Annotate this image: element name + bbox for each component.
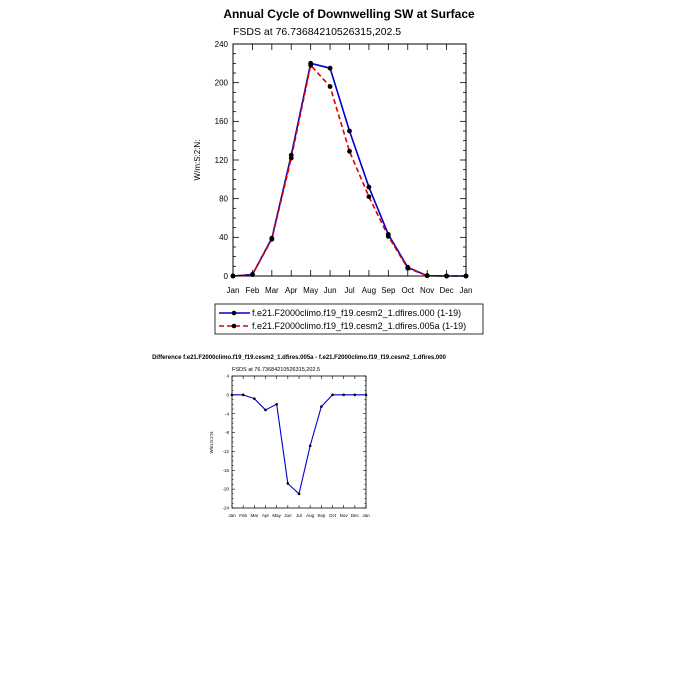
legend-label-series-2: f.e21.F2000climo.f19_f19.cesm2_1.dfires.005a (1-19) <box>252 321 467 331</box>
chart1-x-tick-labels <box>227 286 473 295</box>
difference-chart <box>152 355 447 518</box>
series-line-1 <box>233 63 466 276</box>
series-1-point <box>309 444 312 447</box>
series-1-point <box>328 66 333 71</box>
x-tick-label: Aug <box>361 286 377 295</box>
series-1-point <box>253 397 256 400</box>
chart2-plot-frame <box>232 376 366 508</box>
series-2-point <box>308 63 313 68</box>
chart1-title: Annual Cycle of Downwelling SW at Surface <box>223 7 475 21</box>
chart1-ticks <box>233 44 466 276</box>
chart1-legend <box>215 304 483 334</box>
y-tick-label: 120 <box>214 155 228 165</box>
chart2-subtitle: FSDS at 76.73684210526315,202.5 <box>232 367 321 373</box>
chart2-x-tick-labels <box>228 513 370 518</box>
x-tick-label: Jun <box>284 513 292 518</box>
chart1-y-tick-labels <box>215 40 229 281</box>
x-tick-label: Aug <box>306 513 315 518</box>
x-tick-label: Feb <box>239 513 248 518</box>
legend-marker-series-2 <box>232 324 237 329</box>
x-tick-label: Jul <box>296 513 302 518</box>
x-tick-label: Jun <box>323 286 337 295</box>
x-tick-label: Nov <box>339 513 348 518</box>
x-tick-label: Apr <box>285 286 298 295</box>
y-tick-label: 200 <box>214 78 228 88</box>
series-2-point <box>405 266 410 271</box>
y-tick-label: 240 <box>214 39 228 49</box>
x-tick-label: May <box>272 513 281 518</box>
x-tick-label: Oct <box>401 286 414 295</box>
x-tick-label: Jan <box>362 513 370 518</box>
x-tick-label: Jan <box>226 286 240 295</box>
x-tick-label: Oct <box>328 513 337 518</box>
chart1-y-axis-label: W/m:S:2:N: <box>193 139 202 181</box>
series-1-point <box>367 185 372 190</box>
chart1-series <box>231 61 469 278</box>
x-tick-label: Sep <box>317 513 326 518</box>
x-tick-label: May <box>303 286 319 295</box>
series-1-point <box>298 493 301 496</box>
series-2-point <box>386 234 391 239</box>
x-tick-label: Apr <box>261 513 270 518</box>
y-tick-label: -20 <box>222 486 229 492</box>
series-1-point <box>287 482 290 485</box>
x-tick-label: Dec <box>350 513 359 518</box>
legend-marker-series-1 <box>232 311 237 316</box>
chart1-plot-frame <box>233 44 466 276</box>
series-1-point <box>320 405 323 408</box>
x-tick-label: Jan <box>228 513 236 518</box>
y-tick-label: 160 <box>214 117 228 127</box>
y-tick-label: 40 <box>219 233 228 243</box>
series-1-point <box>331 394 334 397</box>
series-2-point <box>269 237 274 242</box>
series-2-point <box>289 156 294 161</box>
series-1-point <box>264 409 267 412</box>
x-tick-label: Sep <box>381 286 396 295</box>
chart2-title: Difference f.e21.F2000climo.f19_f19.cesm2_1.dfires.005a - f.e21.F2000climo.f19_f19.cesm2_1.dfires.000 <box>152 355 446 361</box>
series-1-point <box>275 403 278 406</box>
x-tick-label: Dec <box>439 286 454 295</box>
series-2-point <box>328 84 333 89</box>
y-tick-label: -12 <box>222 449 229 455</box>
chart2-y-axis-label: W/m:S:2:N: <box>209 430 214 454</box>
series-1-point <box>347 129 352 134</box>
y-tick-label: 4 <box>226 373 229 379</box>
x-tick-label: Nov <box>420 286 435 295</box>
chart2-ticks <box>232 376 366 508</box>
x-tick-label: Feb <box>245 286 260 295</box>
annual-cycle-chart <box>193 7 483 334</box>
y-tick-label: 0 <box>226 392 229 398</box>
series-1-point <box>242 394 245 397</box>
series-1-point <box>342 394 345 397</box>
chart1-subtitle: FSDS at 76.73684210526315,202.5 <box>233 26 402 38</box>
legend-label-series-1: f.e21.F2000climo.f19_f19.cesm2_1.dfires.000 (1-19) <box>252 308 462 318</box>
y-tick-label: -16 <box>222 467 229 473</box>
y-tick-label: -4 <box>224 411 229 417</box>
series-1-point <box>354 394 357 397</box>
chart2-series <box>231 394 368 496</box>
y-tick-label: -8 <box>224 430 229 436</box>
y-tick-label: 80 <box>219 194 228 204</box>
series-2-point <box>347 149 352 154</box>
x-tick-label: Mar <box>264 286 279 295</box>
chart2-y-tick-labels <box>222 374 229 511</box>
y-tick-label: -24 <box>222 505 229 511</box>
x-tick-label: Jan <box>459 286 473 295</box>
x-tick-label: Jul <box>344 286 355 295</box>
series-line-1 <box>232 395 366 494</box>
y-tick-label: 0 <box>223 271 228 281</box>
series-2-point <box>367 194 372 199</box>
x-tick-label: Mar <box>250 513 259 518</box>
